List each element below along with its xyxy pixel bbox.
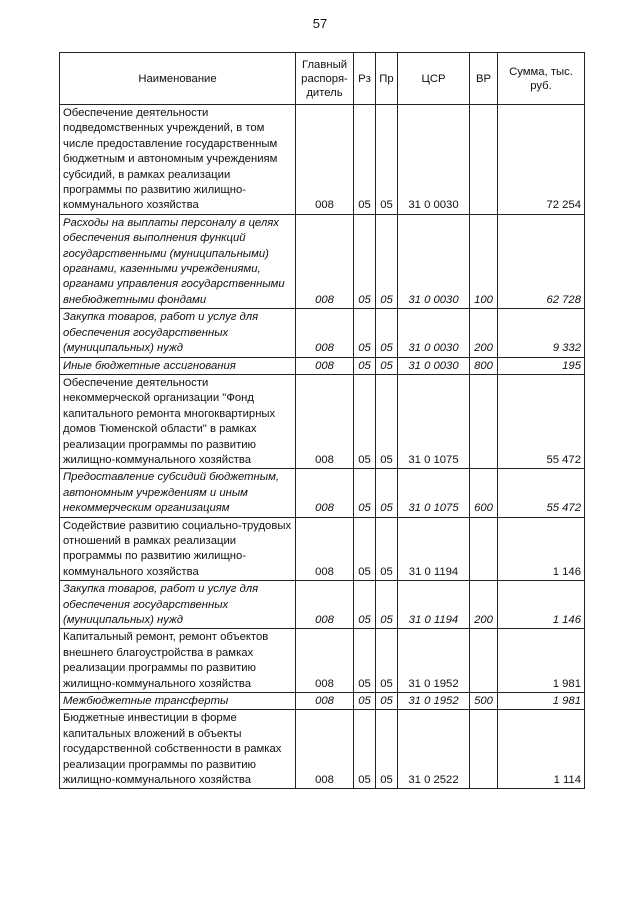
- cell-glav: 008: [296, 693, 354, 710]
- table-row: [60, 629, 585, 693]
- cell-vr: [470, 374, 498, 468]
- cell-sum: 55 472: [498, 374, 585, 468]
- header-sum: Сумма, тыс. руб.: [498, 53, 585, 105]
- cell-name: Предоставление субсидий бюджетным, автономным учреждениям и иным некоммерческим организациям: [60, 469, 296, 517]
- cell-sum: 55 472: [498, 469, 585, 517]
- cell-name: Содействие развитию социально-трудовых отношений в рамках реализации программы по развитию жилищно-коммунального хозяйства: [60, 517, 296, 581]
- cell-glav: 008: [296, 309, 354, 357]
- cell-sum: 9 332: [498, 309, 585, 357]
- cell-vr: 200: [470, 309, 498, 357]
- cell-sum: 1 146: [498, 517, 585, 581]
- header-pr: Пр: [376, 53, 398, 105]
- header-csr: ЦСР: [398, 53, 470, 105]
- cell-csr: 31 0 0030: [398, 105, 470, 215]
- cell-sum: 62 728: [498, 214, 585, 308]
- cell-csr: 31 0 2522: [398, 710, 470, 789]
- cell-sum: 72 254: [498, 105, 585, 215]
- cell-glav: 008: [296, 517, 354, 581]
- cell-glav: 008: [296, 469, 354, 517]
- cell-vr: 100: [470, 214, 498, 308]
- cell-pr: 05: [376, 469, 398, 517]
- cell-name: Расходы на выплаты персоналу в целях обеспечения выполнения функций государственными (муниципальными) органами, казенными учреждениями, органами управления государственными внебюджетными фондами: [60, 214, 296, 308]
- cell-sum: 1 146: [498, 581, 585, 629]
- cell-glav: 008: [296, 105, 354, 215]
- cell-vr: 800: [470, 357, 498, 374]
- cell-csr: 31 0 0030: [398, 309, 470, 357]
- cell-csr: 31 0 1194: [398, 517, 470, 581]
- cell-csr: 31 0 0030: [398, 357, 470, 374]
- cell-glav: 008: [296, 357, 354, 374]
- cell-pr: 05: [376, 710, 398, 789]
- cell-name: Закупка товаров, работ и услуг для обеспечения государственных (муниципальных) нужд: [60, 309, 296, 357]
- cell-rz: 05: [354, 309, 376, 357]
- cell-csr: 31 0 1075: [398, 374, 470, 468]
- cell-vr: 600: [470, 469, 498, 517]
- cell-name: Закупка товаров, работ и услуг для обеспечения государственных (муниципальных) нужд: [60, 581, 296, 629]
- cell-name: Бюджетные инвестиции в форме капитальных вложений в объекты государственной собственности в рамках реализации программы по развитию жилищно-коммунального хозяйства: [60, 710, 296, 789]
- cell-pr: 05: [376, 581, 398, 629]
- cell-csr: 31 0 1952: [398, 693, 470, 710]
- table-row: [60, 357, 585, 374]
- page-number: 57: [312, 16, 328, 31]
- cell-pr: 05: [376, 105, 398, 215]
- cell-rz: 05: [354, 693, 376, 710]
- table-row: [60, 693, 585, 710]
- cell-rz: 05: [354, 357, 376, 374]
- cell-rz: 05: [354, 629, 376, 693]
- cell-csr: 31 0 1194: [398, 581, 470, 629]
- cell-pr: 05: [376, 214, 398, 308]
- cell-vr: [470, 105, 498, 215]
- cell-name: Межбюджетные трансферты: [60, 693, 296, 710]
- cell-sum: 1 981: [498, 693, 585, 710]
- budget-table: [59, 52, 585, 789]
- cell-vr: [470, 517, 498, 581]
- cell-rz: 05: [354, 469, 376, 517]
- cell-vr: 200: [470, 581, 498, 629]
- cell-glav: 008: [296, 214, 354, 308]
- cell-pr: 05: [376, 357, 398, 374]
- table-row: [60, 581, 585, 629]
- cell-pr: 05: [376, 374, 398, 468]
- header-glav: Главный распоря-дитель: [296, 53, 354, 105]
- header-name: Наименование: [60, 53, 296, 105]
- cell-glav: 008: [296, 374, 354, 468]
- cell-sum: 1 114: [498, 710, 585, 789]
- cell-csr: 31 0 1075: [398, 469, 470, 517]
- cell-glav: 008: [296, 629, 354, 693]
- cell-vr: [470, 710, 498, 789]
- cell-pr: 05: [376, 309, 398, 357]
- cell-pr: 05: [376, 629, 398, 693]
- cell-glav: 008: [296, 581, 354, 629]
- cell-csr: 31 0 0030: [398, 214, 470, 308]
- cell-rz: 05: [354, 214, 376, 308]
- table-row: [60, 469, 585, 517]
- table-row: [60, 214, 585, 308]
- table-row: [60, 710, 585, 789]
- cell-vr: [470, 629, 498, 693]
- cell-glav: 008: [296, 710, 354, 789]
- table-row: [60, 517, 585, 581]
- cell-csr: 31 0 1952: [398, 629, 470, 693]
- cell-name: Капитальный ремонт, ремонт объектов внешнего благоустройства в рамках реализации программы по развитию жилищно-коммунального хозяйства: [60, 629, 296, 693]
- cell-rz: 05: [354, 105, 376, 215]
- cell-sum: 1 981: [498, 629, 585, 693]
- table-header-row: [60, 53, 585, 105]
- table-row: [60, 309, 585, 357]
- cell-sum: 195: [498, 357, 585, 374]
- cell-pr: 05: [376, 693, 398, 710]
- cell-rz: 05: [354, 517, 376, 581]
- table-row: [60, 105, 585, 215]
- table-row: [60, 374, 585, 468]
- table-body: [60, 105, 585, 789]
- cell-name: Обеспечение деятельности подведомственных учреждений, в том числе предоставление государственным бюджетным и автономным учреждениям субсидий, в рамках реализации программы по развитию жилищно-коммунального хозяйства: [60, 105, 296, 215]
- header-vr: ВР: [470, 53, 498, 105]
- cell-name: Обеспечение деятельности некоммерческой организации "Фонд капитального ремонта многоквартирных домов Тюменской области" в рамках реализации программы по развитию жилищно-коммунального хозяйства: [60, 374, 296, 468]
- cell-name: Иные бюджетные ассигнования: [60, 357, 296, 374]
- cell-rz: 05: [354, 581, 376, 629]
- cell-pr: 05: [376, 517, 398, 581]
- cell-rz: 05: [354, 374, 376, 468]
- cell-rz: 05: [354, 710, 376, 789]
- header-rz: Рз: [354, 53, 376, 105]
- cell-vr: 500: [470, 693, 498, 710]
